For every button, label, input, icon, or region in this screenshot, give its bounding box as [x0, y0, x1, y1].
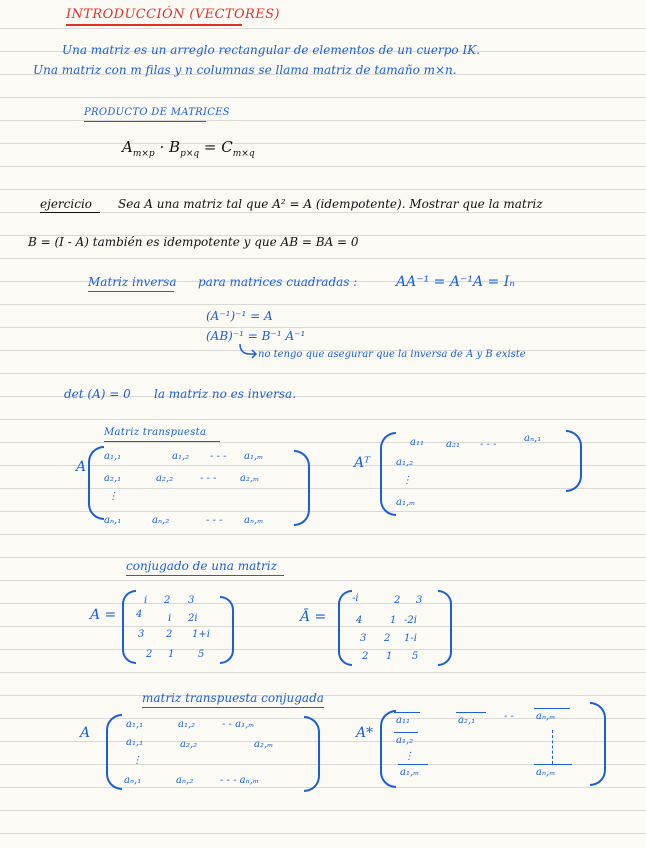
- transpose-a-entry: a₁,₂: [172, 451, 190, 462]
- matrix-c-size: m×q: [232, 149, 255, 159]
- title-underline: [66, 24, 242, 26]
- conjugate-a-entry: 2: [164, 595, 171, 606]
- conjugate-bar: [394, 732, 418, 733]
- conjugate-abar-entry: 2: [384, 633, 391, 644]
- conj-transpose-ah-left-paren: [380, 710, 396, 788]
- matrix-a-size: m×p: [132, 149, 155, 159]
- exercise-line-1: Sea A una matriz tal que A² = A (idempotente). Mostrar que la matriz: [118, 197, 543, 211]
- conj-transpose-ah-entry: a₁,₂: [396, 735, 414, 746]
- matrix-c-symbol: C: [221, 138, 233, 156]
- conjugate-heading-underline: [126, 575, 284, 576]
- exercise-label: ejercicio: [40, 197, 93, 211]
- conj-transpose-a-entry: aₙ,₂: [176, 775, 194, 786]
- conj-transpose-ah-entry: a₁,ₘ: [400, 767, 420, 778]
- conj-transpose-a-left-paren: [106, 714, 122, 790]
- product-heading-underline: [84, 121, 206, 122]
- conj-transpose-a-entry: aₙ,₁: [124, 775, 142, 786]
- conj-transpose-a-entry: a₁,₁: [126, 719, 144, 730]
- conj-transpose-a-label: A: [80, 725, 91, 741]
- transpose-a-left-paren: [88, 446, 104, 520]
- conjugate-a-entry: 4: [136, 609, 143, 620]
- transpose-a-entry: a₁,ₘ: [244, 451, 264, 462]
- transpose-heading-underline: [104, 441, 220, 442]
- conj-transpose-ah-entry: aₙ,ₘ: [536, 767, 556, 778]
- conjugate-abar-left-paren: [338, 590, 352, 666]
- conj-transpose-ah-entry: - -: [504, 711, 514, 722]
- inverse-property-2: (AB)⁻¹ = B⁻¹ A⁻¹: [206, 329, 306, 343]
- conjugate-a-entry: 3: [188, 595, 195, 606]
- transpose-a-entry: - - -: [200, 473, 217, 484]
- transpose-at-left-paren: [380, 432, 396, 516]
- conjugate-abar-right-paren: [438, 590, 452, 666]
- conj-transpose-ah-right-paren: [590, 702, 606, 786]
- transpose-a-entry: - - -: [206, 515, 223, 526]
- conjugate-abar-entry: 2: [362, 651, 369, 662]
- column-dots: [552, 730, 553, 764]
- inverse-heading: Matriz inversa: [88, 275, 177, 289]
- conjugate-bar: [398, 764, 428, 765]
- conj-transpose-a-ellipsis: ⋮: [132, 755, 142, 766]
- intro-line-2: Una matriz con m filas y n columnas se llama matriz de tamaño m×n.: [33, 63, 457, 77]
- inverse-description: para matrices cuadradas :: [198, 275, 358, 289]
- transpose-a-entry: aₙ,₁: [104, 515, 122, 526]
- conjugate-abar-entry: 1: [386, 651, 393, 662]
- transpose-at-entry: a₁,₂: [396, 457, 414, 468]
- conjugate-bar: [394, 712, 420, 713]
- conjugate-a-right-paren: [220, 596, 234, 664]
- transpose-a-right-paren: [294, 450, 310, 526]
- determinant-formula: det (A) = 0: [64, 387, 131, 401]
- matrix-b-size: p×q: [180, 149, 200, 159]
- transpose-heading: Matriz transpuesta: [104, 427, 207, 438]
- transpose-a-label: A: [76, 459, 87, 475]
- conjugate-a-entry: 2i: [188, 613, 198, 624]
- product-dot: ·: [159, 138, 165, 156]
- conj-transpose-a-entry: a₂,₂: [180, 739, 198, 750]
- conjugate-a-entry: 3: [138, 629, 145, 640]
- conjugate-a-entry: 2: [146, 649, 153, 660]
- conj-transpose-heading-underline: [142, 707, 324, 708]
- conj-transpose-a-right-paren: [304, 716, 320, 792]
- exercise-label-underline: [40, 212, 100, 213]
- transpose-at-entry: a₁,ₘ: [396, 497, 416, 508]
- conjugate-abar-entry: 1: [390, 615, 397, 626]
- transpose-a-entry: a₂,ₘ: [240, 473, 260, 484]
- conj-transpose-a-entry: a₂,ₘ: [254, 739, 274, 750]
- conjugate-abar-entry: 3: [360, 633, 367, 644]
- determinant-text: la matriz no es inversa.: [154, 387, 297, 401]
- conjugate-a-left-paren: [122, 590, 136, 664]
- conjugate-abar-entry: 4: [356, 615, 363, 626]
- conj-transpose-ah-ellipsis: ⋮: [404, 751, 414, 762]
- product-formula: [122, 140, 255, 159]
- conj-transpose-ah-entry: a₂,₁: [458, 715, 476, 726]
- intro-line-1: Una matriz es un arreglo rectangular de elementos de un cuerpo IK.: [62, 43, 480, 57]
- conjugate-abar-label: Ā =: [300, 609, 327, 625]
- conjugate-abar-entry: 2: [394, 595, 401, 606]
- conjugate-a-label: A =: [90, 607, 117, 623]
- matrix-b-symbol: B: [169, 138, 181, 156]
- transpose-a-entry: aₙ,ₘ: [244, 515, 264, 526]
- conjugate-bar: [456, 712, 486, 713]
- conjugate-a-entry: 2: [166, 629, 173, 640]
- conjugate-bar: [534, 708, 570, 709]
- transpose-a-entry: - - -: [210, 451, 227, 462]
- transpose-at-entry: a₁₁: [410, 437, 424, 448]
- inverse-heading-underline: [88, 291, 174, 292]
- conj-transpose-heading: matriz transpuesta conjugada: [142, 691, 324, 705]
- conj-transpose-a-entry: a₁,₂: [178, 719, 196, 730]
- conjugate-a-entry: i: [168, 613, 172, 624]
- product-heading: PRODUCTO DE MATRICES: [84, 107, 230, 118]
- inverse-formula: AA⁻¹ = A⁻¹A = Iₙ: [396, 274, 515, 290]
- conjugate-abar-entry: -i: [352, 593, 359, 604]
- transpose-a-entry: a₂,₁: [104, 473, 122, 484]
- transpose-at-entry: aₙ,₁: [524, 433, 542, 444]
- conjugate-a-entry: i: [144, 595, 148, 606]
- page-title: INTRODUCCIÓN (VECTORES): [66, 7, 280, 22]
- conj-transpose-a-entry: - - a₁,ₘ: [222, 719, 255, 730]
- transpose-a-entry: a₂,₂: [156, 473, 174, 484]
- conjugate-abar-entry: 1-i: [404, 633, 417, 644]
- transpose-at-entry: a₂₁: [446, 439, 460, 450]
- conjugate-a-entry: 1: [168, 649, 175, 660]
- exercise-line-2: B = (I - A) también es idempotente y que AB = BA = 0: [28, 235, 359, 249]
- conjugate-a-entry: 5: [198, 649, 205, 660]
- transpose-a-entry: a₁,₁: [104, 451, 122, 462]
- matrix-a-symbol: A: [122, 138, 133, 156]
- note-arrow-icon: [238, 344, 258, 360]
- inverse-property-1: (A⁻¹)⁻¹ = A: [206, 309, 273, 323]
- transpose-at-label: Aᵀ: [354, 455, 370, 471]
- transpose-at-ellipsis: ⋮: [402, 475, 412, 486]
- conjugate-a-entry: 1+i: [192, 629, 210, 640]
- conjugate-abar-entry: 5: [412, 651, 419, 662]
- conjugate-abar-entry: -2i: [404, 615, 417, 626]
- conjugate-abar-entry: 3: [416, 595, 423, 606]
- conj-transpose-a-entry: - - - aₙ,ₘ: [220, 775, 259, 786]
- transpose-a-entry: aₙ,₂: [152, 515, 170, 526]
- conj-transpose-a-entry: a₁,₁: [126, 737, 144, 748]
- conj-transpose-ah-label: A*: [356, 725, 374, 741]
- transpose-a-ellipsis: ⋮: [108, 491, 118, 502]
- conjugate-heading: conjugado de una matriz: [126, 559, 277, 573]
- transpose-at-right-paren: [566, 430, 582, 492]
- transpose-at-entry: - - -: [480, 439, 497, 450]
- inverse-note: no tengo que asegurar que la inversa de A y B existe: [258, 349, 526, 360]
- conj-transpose-ah-entry: a₁₁: [396, 715, 410, 726]
- equals-sign: =: [203, 138, 217, 156]
- conj-transpose-ah-entry: aₙ,ₘ: [536, 711, 556, 722]
- conjugate-bar: [534, 764, 572, 765]
